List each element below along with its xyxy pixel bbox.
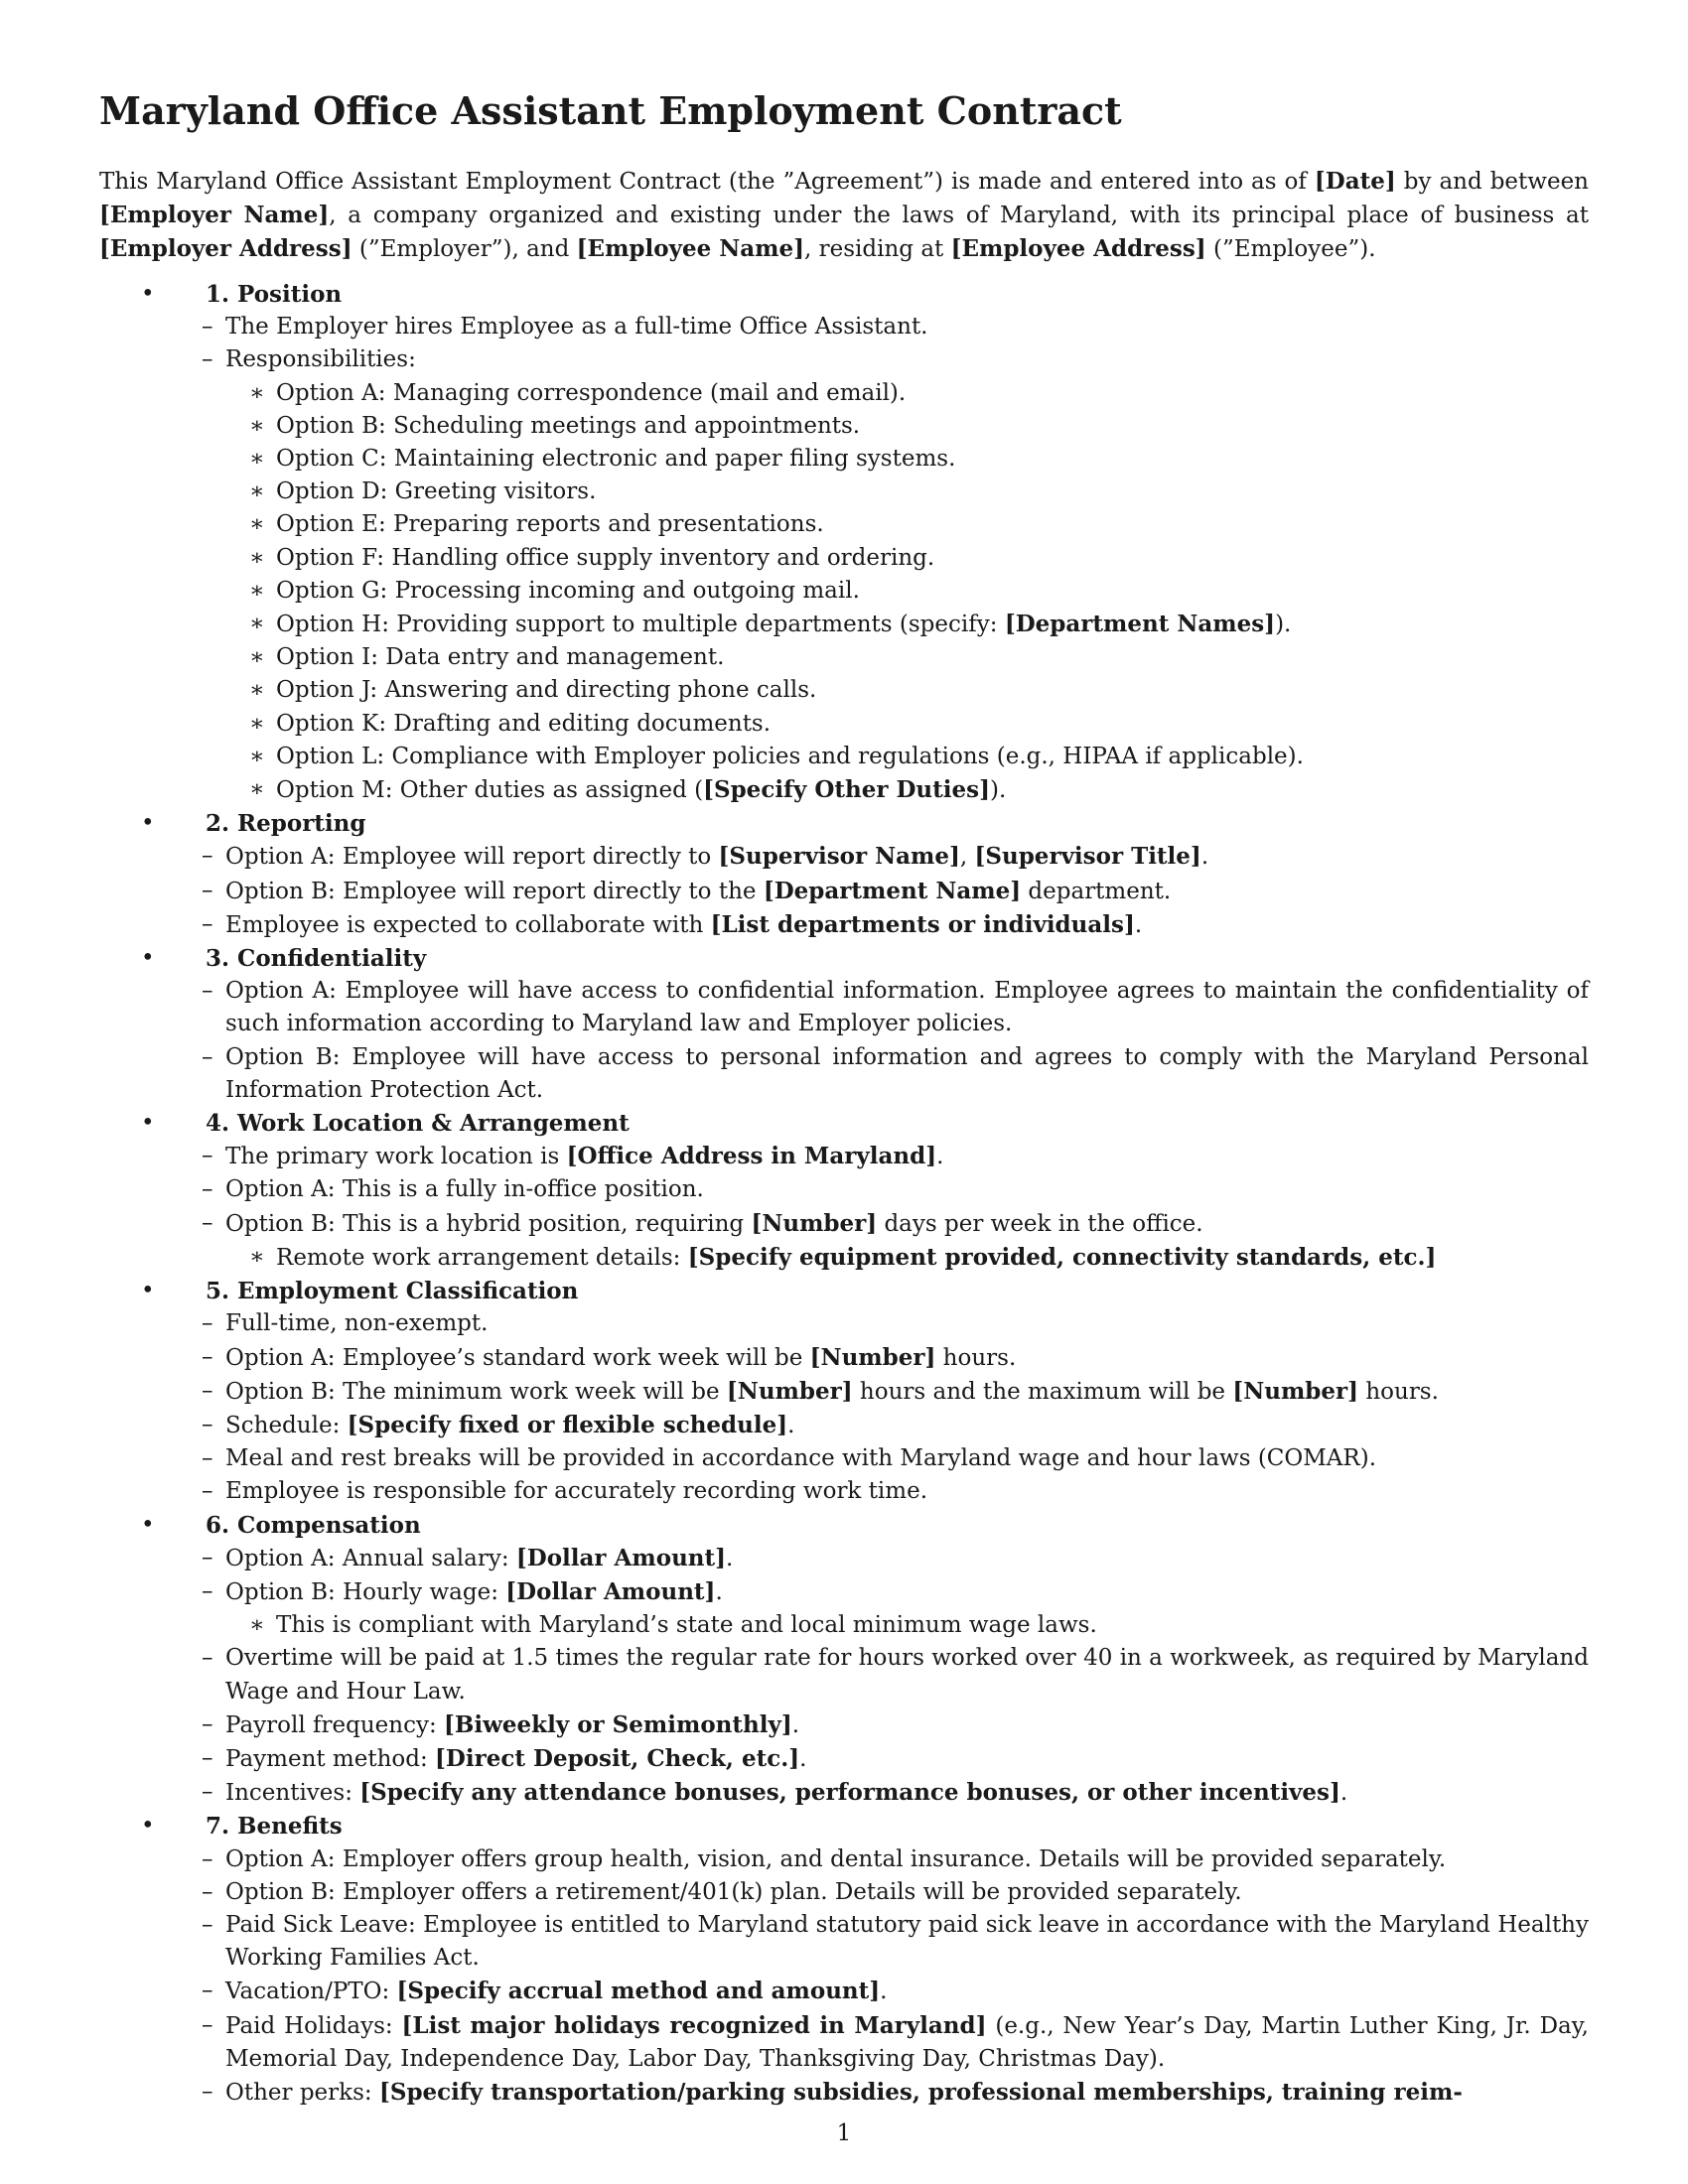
text-run: Employee is expected to collaborate with [225,911,711,938]
text-run: Responsibilities: [225,346,416,373]
option-item [225,1609,1589,1642]
option-item [225,377,1589,410]
clause-item [206,1207,1589,1275]
placeholder-field: [Employer Address] [99,235,352,262]
clause-item [206,1140,1589,1173]
placeholder-field: [Specify Other Duties] [703,776,990,804]
text-run: . [1339,1780,1348,1807]
clause-item [206,1173,1589,1206]
section-item [99,942,1589,1107]
option-item [225,542,1589,575]
clause-item [206,875,1589,908]
clause-list [206,840,1589,942]
clause-item [206,343,1589,807]
placeholder-field: [List departments or individuals] [710,910,1135,938]
text-run: The Employer hires Employee as a full-time Office Assistant. [225,314,928,341]
text-run: Option B: Employee will have access to personal information and agrees to comply with the Maryland Personal Information Protection Act. [225,1043,1589,1103]
section-title: • 7. Benefits [206,1813,343,1841]
placeholder-field: [Supervisor Title] [974,843,1201,871]
clause-item [206,1575,1589,1642]
text-run: ). [989,777,1007,804]
section-list [99,278,1589,2110]
text-run: ). [1275,612,1292,638]
text-run: (e.g., New Year’s Day, Martin Luther King, Jr. Day, Memorial Day, Independence Day, Labor Day, Thanksgiving Day, Christmas Day). [225,2012,1589,2072]
clause-item [206,1307,1589,1340]
clause-item [206,1542,1589,1575]
placeholder-field: [Biweekly or Semimonthly] [444,1710,792,1738]
option-item [225,410,1589,443]
placeholder-field: [Employee Address] [950,235,1206,262]
clause-item [206,1876,1589,1909]
text-run: , residing at [804,236,951,262]
placeholder-field: [Number] [751,1209,878,1237]
text-run: Option D: Greeting visitors. [276,478,597,505]
text-run: Option B: Hourly wage: [225,1578,506,1605]
text-run: . [726,1545,734,1571]
option-list [225,1609,1589,1642]
text-run: Paid Holidays: [225,2012,402,2039]
option-item [225,1241,1589,1275]
placeholder-field: [Specify accrual method and amount] [396,1978,881,2005]
text-run: Other perks: [225,2079,379,2106]
text-run: This is compliant with Maryland’s state and local minimum wage laws. [276,1612,1097,1639]
placeholder-field: [Dollar Amount] [515,1544,727,1571]
document-page [99,87,1589,2110]
text-run: Option F: Handling office supply inventory and ordering. [276,544,935,571]
text-run: Option A: Employee will have access to confidential information. Employee agrees to maintain the confidentiality of such information according to Maryland law and Employer policies. [225,978,1589,1037]
section-item [99,1810,1589,2110]
text-run: Meal and rest breaks will be provided in accordance with Maryland wage and hour laws (COMAR). [225,1445,1377,1472]
clause-item [206,311,1589,343]
text-run: Option B: The minimum work week will be [225,1378,727,1405]
text-run: Option E: Preparing reports and presentations. [276,511,824,538]
text-run: hours. [935,1344,1017,1371]
clause-list [206,1542,1589,1811]
text-run: department. [1021,878,1172,904]
clause-item [206,1843,1589,1876]
clause-item [206,1475,1589,1508]
section-title: • 3. Confidentiality [206,945,427,973]
placeholder-field: [Specify transportation/parking subsidies, professional memberships, training reim- [378,2078,1463,2106]
text-run: , [959,844,975,871]
text-run: . [799,1745,807,1772]
option-list [225,377,1589,808]
text-run: Option B: Employer offers a retirement/401(k) plan. Details will be provided separately. [225,1878,1242,1905]
placeholder-field: [Dollar Amount] [505,1577,716,1605]
text-run: . [880,1979,888,2005]
text-run: . [787,1412,795,1438]
section-title: • 2. Reporting [206,810,366,838]
section-title: • 5. Employment Classification [206,1278,579,1305]
text-run: Option M: Other duties as assigned ( [276,777,704,804]
clause-item [206,2076,1589,2110]
section-item [99,1107,1589,1275]
clause-item [206,1409,1589,1442]
section-item [99,1275,1589,1508]
clause-item [206,975,1589,1040]
text-run: Option B: Scheduling meetings and appointments. [276,412,861,439]
option-item [225,608,1589,641]
placeholder-field: [Number] [726,1377,853,1405]
clause-item [206,1708,1589,1742]
placeholder-field: [Number] [1232,1377,1359,1405]
page-number: 1 [836,2120,852,2146]
option-item [225,575,1589,608]
text-run: Option A: Employer offers group health, vision, and dental insurance. Details will be provided separately. [225,1845,1447,1872]
text-run: Schedule: [225,1412,348,1438]
placeholder-field: [Specify equipment provided, connectivity standards, etc.] [687,1243,1437,1271]
clause-item [206,1742,1589,1776]
text-run: . [791,1711,800,1738]
option-item [225,508,1589,541]
text-run: Option B: This is a hybrid position, requiring [225,1210,752,1237]
placeholder-field: [Office Address in Maryland] [566,1143,937,1170]
section-item [99,807,1589,942]
placeholder-field: [Specify fixed or flexible schedule] [347,1411,788,1438]
text-run: Option A: Annual salary: [225,1545,516,1571]
text-run: Payroll frequency: [225,1711,445,1738]
option-item [225,741,1589,773]
text-run: Option C: Maintaining electronic and paper filing systems. [276,446,956,473]
text-run: Incentives: [225,1780,360,1807]
text-run: (”Employee”). [1205,236,1376,262]
text-run: Option H: Providing support to multiple departments (specify: [276,612,1005,638]
text-run: Paid Sick Leave: Employee is entitled to Maryland statutory paid sick leave in accordance with the Maryland Healthy Working Families Act. [225,1911,1589,1972]
text-run: hours and the maximum will be [852,1378,1233,1405]
option-item [225,641,1589,674]
option-item [225,708,1589,741]
text-run: Option A: This is a fully in-office position. [225,1176,704,1203]
placeholder-field: [Employee Name] [576,235,804,262]
clause-item [206,2009,1589,2076]
section-title: • 1. Position [206,281,343,308]
text-run: (”Employer”), and [352,236,577,262]
text-run: by and between [1395,169,1589,195]
placeholder-field: [Department Names] [1004,611,1276,638]
clause-item [206,1776,1589,1810]
placeholder-field: [Date] [1314,168,1396,195]
text-run: Option G: Processing incoming and outgoing mail. [276,577,860,604]
text-run: Option I: Data entry and management. [276,644,725,671]
text-run: hours. [1358,1378,1439,1405]
text-run: Option K: Drafting and editing documents. [276,710,772,737]
text-run: Employee is responsible for accurately recording work time. [225,1478,928,1505]
clause-list [206,1140,1589,1275]
text-run: days per week in the office. [877,1210,1203,1237]
clause-item [206,1375,1589,1409]
clause-item [206,1642,1589,1707]
option-item [225,476,1589,508]
text-run: Remote work arrangement details: [276,1244,688,1271]
option-item [225,443,1589,476]
text-run: Full-time, non-exempt. [225,1310,489,1337]
text-run: Overtime will be paid at 1.5 times the regular rate for hours worked over 40 in a workweek, as required by Maryland Wage and Hour Law. [225,1645,1589,1705]
clause-item [206,1041,1589,1107]
placeholder-field: [Specify any attendance bonuses, performance bonuses, or other incentives] [359,1779,1340,1807]
text-run: The primary work location is [225,1144,567,1170]
clause-item [206,1975,1589,2008]
clause-list [206,311,1589,807]
clause-list [206,1843,1589,2111]
clause-list [206,975,1589,1107]
clause-list [206,1307,1589,1508]
text-run: Option B: Employee will report directly to the [225,878,764,904]
section-title: • 4. Work Location & Arrangement [206,1110,630,1138]
clause-item [206,1341,1589,1375]
document-title: Maryland Office Assistant Employment Contract [99,88,1122,133]
text-run: Option J: Answering and directing phone calls. [276,677,817,704]
placeholder-field: [Number] [809,1343,936,1371]
option-item [225,674,1589,707]
clause-item [206,840,1589,874]
text-run: Option L: Compliance with Employer policies and regulations (e.g., HIPAA if applicable). [276,743,1304,769]
text-run: . [715,1578,723,1605]
section-title: • 6. Compensation [206,1511,421,1539]
placeholder-field: [Direct Deposit, Check, etc.] [435,1744,800,1772]
text-run: Option A: Employee’s standard work week will be [225,1344,810,1371]
option-list [225,1241,1589,1275]
option-item [225,773,1589,807]
text-run: , a company organized and existing under the laws of Maryland, with its principal place of business at [329,203,1589,228]
intro-paragraph [99,165,1589,266]
section-item [99,1509,1589,1811]
clause-item [206,1442,1589,1475]
placeholder-field: [Employer Name] [99,202,330,228]
text-run: Option A: Managing correspondence (mail and email). [276,379,907,406]
text-run: . [936,1144,944,1170]
placeholder-field: [Department Name] [763,877,1022,904]
text-run: . [1134,911,1143,938]
text-run: This Maryland Office Assistant Employment Contract (the ”Agreement”) is made and entered into as of [99,169,1315,195]
text-run: Option A: Employee will report directly to [225,844,719,871]
placeholder-field: [List major holidays recognized in Maryland] [401,2011,987,2039]
text-run: Payment method: [225,1745,436,1772]
section-item [99,278,1589,807]
text-run: Vacation/PTO: [225,1979,397,2005]
clause-item [206,1909,1589,1975]
placeholder-field: [Supervisor Name] [718,843,960,871]
text-run: . [1200,844,1209,871]
clause-item [206,908,1589,942]
